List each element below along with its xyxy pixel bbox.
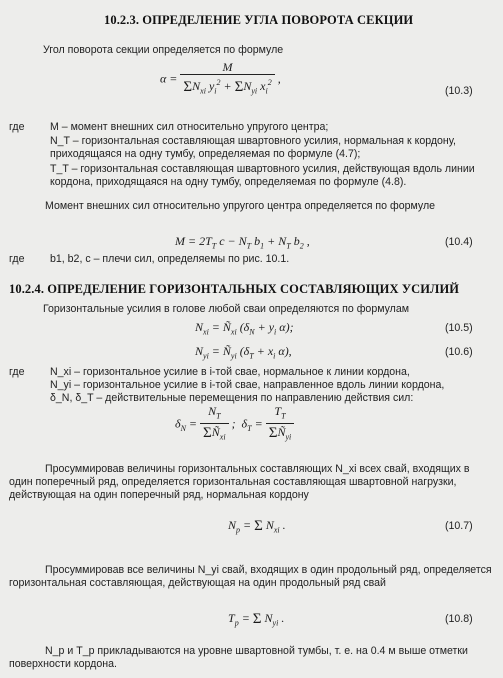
definition-m: M – момент внешних сил относительно упругого центра; [50,121,329,133]
intro-text: Угол поворота секции определяется по формуле [43,44,284,56]
shoulders-definition: b1, b2, c – плечи сил, определяемы по рис. 10.1. [50,253,290,265]
formula-10-6: $N_{yi}$ = $Ñ_{yi}$ ($\delta_T + x_i$ α), [195,344,292,361]
definition-deltas: δ_N, δ_T – действительные перемещения по направлению действия сил: [50,392,414,404]
equation-number-10-8: (10.8) [445,613,473,625]
equation-number-10-3: (10.3) [445,85,473,97]
paragraph-sum-nyi: Просуммировав все величины N_yi свай, входящих в один продольный ряд, определяется горизонтальная составляющая, действующая на один продольный ряд свай [9,564,492,590]
equation-number-10-5: (10.5) [445,322,473,334]
definition-nxi: N_xi – горизонтальное усилие в i-той свае, нормальное к линии кордона, [50,366,410,378]
section-2-intro: Горизонтальные усилия в голове любой сваи определяются по формулам [43,303,410,315]
formula-10-3: α = $\frac{M}{\Sigma N_{xi} y_i^2 + \Sigma N_{yi} x_i^2}$ , [160,60,281,96]
formula-10-7: $N_p = \Sigma$ $N_{xi}$ . [228,518,286,535]
final-paragraph: N_p и T_p прикладываются на уровне швартовной тумбы, т. е. на 0.4 м выше отметки поверхности кордона. [9,645,468,671]
formula-10-5: $N_{xi}$ = $Ñ_{xi}$ ($\delta_N + y_i$ α); [195,320,294,337]
equation-number-10-7: (10.7) [445,520,473,532]
formula-10-4: $M = 2T_T$ $c - N_T$ $b_1 + N_T$ $b_2$ , [175,234,310,251]
section-heading-10-2-4: 10.2.4. ОПРЕДЕЛЕНИЕ ГОРИЗОНТАЛЬНЫХ СОСТАВЛЯЮЩИХ УСИЛИЙ [9,282,460,296]
equation-number-10-4: (10.4) [445,236,473,248]
where-label: где [9,121,25,133]
moment-text: Момент внешних сил относительно упругого центра определяется по формуле [45,200,436,212]
where-label-2: где [9,253,25,265]
formula-deltas: $\delta_N$ = $\frac{N_T}{\Sigma Ñ_{xi}}$ ; $\delta_T$ = $\frac{T_T}{\Sigma Ñ_{yi}}$ [175,404,294,446]
definition-tt: T_T – горизонтальная составляющая швартовного усилия, действующая вдоль линии кордона, приходящаяся на одну тумбу, определяемая по формуле (4.8). [50,163,475,189]
definition-nt: N_T – горизонтальная составляющая швартовного усилия, нормальная к кордону, приходящаяся на одну тумбу, определяемая по формуле (4.7); [50,135,456,161]
definition-nyi: N_yi – горизонтальное усилие в i-той свае, направленное вдоль линии кордона, [50,379,445,391]
paragraph-sum-nxi: Просуммировав величины горизонтальных составляющих N_xi всех свай, входящих в один поперечный ряд, определяется горизонтальная составляющая швартовной нагрузки, действующая на один поперечный ряд, нормальная кордону [9,463,470,502]
where-label-3: где [9,366,25,378]
formula-10-8: $T_p = \Sigma$ $N_{yi}$ . [228,611,285,628]
section-heading-10-2-3: 10.2.3. ОПРЕДЕЛЕНИЕ УГЛА ПОВОРОТА СЕКЦИИ [104,13,414,27]
equation-number-10-6: (10.6) [445,346,473,358]
